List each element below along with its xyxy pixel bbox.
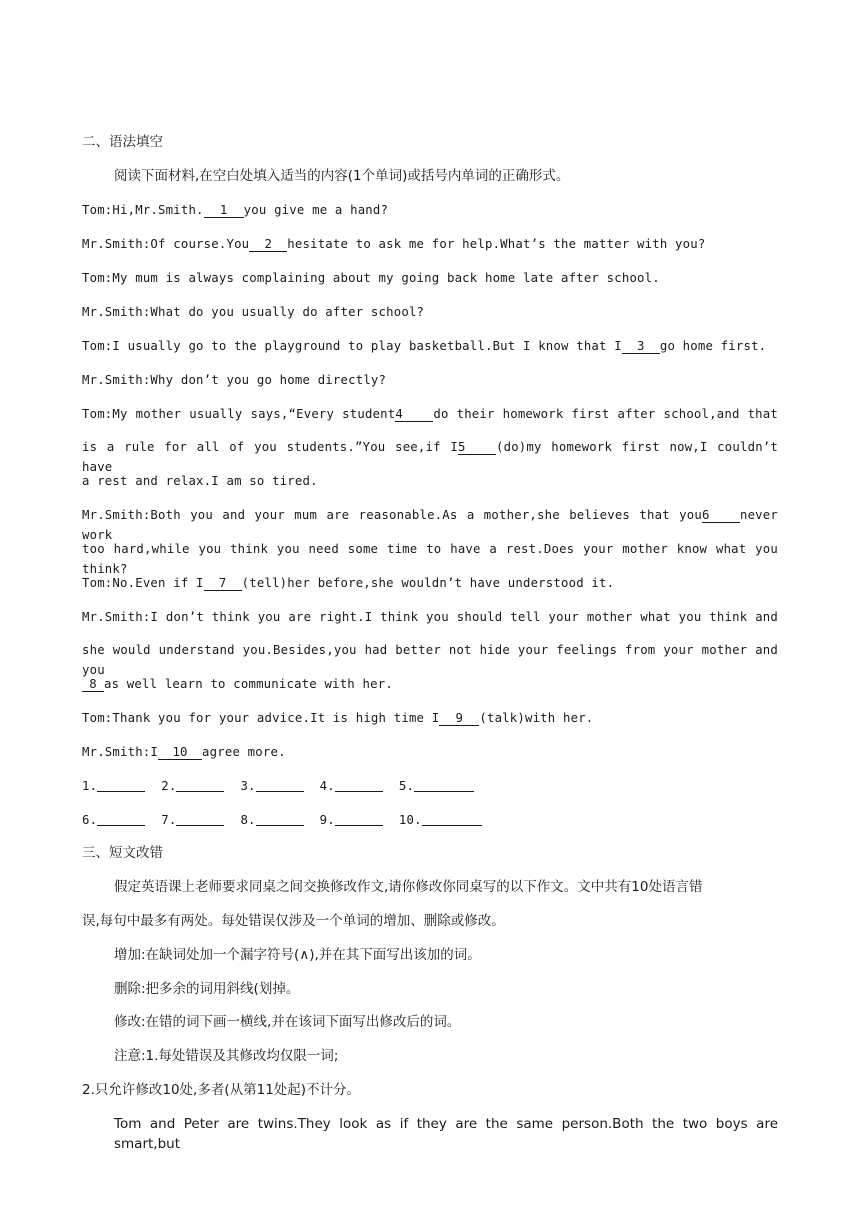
dialogue-line: 8 as well learn to communicate with her. [82,674,393,694]
rule-add: 增加:在缺词处加一个漏字符号(∧),并在其下面写出该加的词。 [114,947,481,963]
essay-text: Tom and Peter are twins.They look as if they are the same person.Both the two boys are smart,but [114,1116,778,1152]
blank-8[interactable]: 8 [82,677,104,692]
rule-modify: 修改:在错的词下画一横线,并在该词下面写出修改后的词。 [114,1014,461,1030]
blank-6[interactable]: 6 [702,508,740,523]
dialogue-line: Tom:My mum is always complaining about my going back home late after school. [82,271,660,285]
dialogue-line: Tom:Thank you for your advice.It is high time I 9 (talk)with her. [82,711,594,725]
dialogue-line: Mr.Smith:Why don’t you go home directly? [82,373,387,387]
answer-slot[interactable]: 2. [161,776,224,796]
section2-instruction: 阅读下面材料,在空白处填入适当的内容(1个单词)或括号内单词的正确形式。 [114,168,570,184]
answer-slot[interactable]: 8. [240,810,303,830]
dialogue-line: Mr.Smith:I 10 agree more. [82,745,286,759]
dialogue-line: Tom:No.Even if I 7 (tell)her before,she wouldn’t have understood it. [82,576,615,590]
section3-instruction: 假定英语课上老师要求同桌之间交换修改作文,请你修改你同桌写的以下作文。文中共有10处语言错 [114,879,703,895]
answer-slot[interactable]: 10. [399,810,482,830]
blank-1[interactable]: 1 [204,203,244,218]
answer-row [82,810,498,830]
dialogue-line: Tom:My mother usually says,“Every student4 do their homework first after school,and that [82,407,778,421]
answer-row [82,776,490,796]
blank-10[interactable]: 10 [158,745,202,760]
answer-slot[interactable]: 1. [82,776,145,796]
answer-slot[interactable]: 5. [399,776,474,796]
dialogue-line: Mr.Smith:What do you usually do after school? [82,305,425,319]
note-1: 注意:1.每处错误及其修改均仅限一词; [114,1048,339,1064]
rule-delete: 删除:把多余的词用斜线(划掉。 [114,981,300,997]
dialogue-line: Tom:Hi,Mr.Smith. 1 you give me a hand? [82,203,389,217]
dialogue-line: Mr.Smith:Of course.You 2 hesitate to ask me for help.What’s the matter with you? [82,237,706,251]
blank-3[interactable]: 3 [622,339,660,354]
answer-slot[interactable]: 4. [320,776,383,796]
dialogue-line: Tom:I usually go to the playground to play basketball.But I know that I 3 go home first. [82,339,767,353]
blank-5[interactable]: 5 [458,440,496,455]
blank-4[interactable]: 4 [395,407,433,422]
section3-heading: 三、短文改错 [82,845,163,861]
dialogue-line: Mr.Smith:Both you and your mum are reasonable.As a mother,she believes that you6 never work [82,508,778,542]
blank-7[interactable]: 7 [204,576,242,591]
section2-heading: 二、语法填空 [82,134,163,150]
dialogue-line: she would understand you.Besides,you had better not hide your feelings from your mother and you [82,643,778,677]
dialogue-line: Mr.Smith:I don’t think you are right.I think you should tell your mother what you think and [82,610,778,624]
section3-instruction: 误,每句中最多有两处。每处错误仅涉及一个单词的增加、删除或修改。 [82,913,505,929]
answer-slot[interactable]: 3. [240,776,303,796]
blank-9[interactable]: 9 [439,711,479,726]
dialogue-line: too hard,while you think you need some time to have a rest.Does your mother know what you think? [82,542,778,576]
answer-slot[interactable]: 7. [161,810,224,830]
note-2: 2.只允许修改10处,多者(从第11处起)不计分。 [82,1082,361,1098]
blank-2[interactable]: 2 [249,237,287,252]
answer-slot[interactable]: 6. [82,810,145,830]
answer-slot[interactable]: 9. [320,810,383,830]
dialogue-line: a rest and relax.I am so tired. [82,474,318,488]
dialogue-line: is a rule for all of you students.”You see,if I5 (do)my homework first now,I couldn’t have [82,440,778,474]
